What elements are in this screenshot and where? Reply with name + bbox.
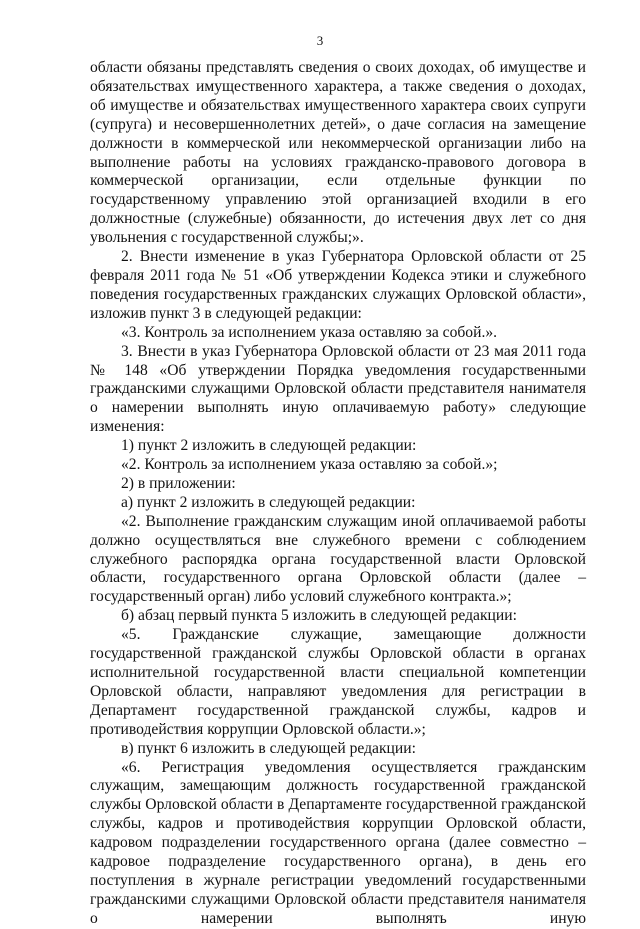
document-body bbox=[90, 59, 586, 929]
paragraph-quote-point-2: «2. Выполнение гражданским служащим иной оплачиваемой работы должно осуществляться вне служебного времени с соблюдением служебного распорядка органа государственной власти Орловской области, государственного органа Орловской области (далее – государственный орган) либо условий служебного контракта.»; bbox=[90, 512, 586, 606]
paragraph-subitem-v: в) пункт 6 изложить в следующей редакции: bbox=[121, 739, 416, 757]
paragraph-subitem-1: 1) пункт 2 изложить в следующей редакции: bbox=[121, 437, 417, 455]
paragraph-quote-point-5: «5. Гражданские служащие, замещающие должности государственной гражданской службы Орловской области в органах исполнительной государственной власти специальной компетенции Орловской области, направляют уведомления для регистрации в Департамент государственной гражданской службы, кадров и противодействия коррупции Орловской области.»; bbox=[90, 626, 586, 738]
paragraph-item-2: 2. Внести изменение в указ Губернатора Орловской области от 25 февраля 2011 года № 51 «Об утверждении Кодекса этики и служебного поведения государственных гражданских служащих Орловской области», изложив пункт 3 в следующей редакции: bbox=[90, 248, 586, 322]
paragraph-item-3: 3. Внести в указ Губернатора Орловской области от 23 мая 2011 года № 148 «Об утверждении Порядка уведомления государственными гражданскими служащими Орловской области представителя нанимателя о намерении выполнять иную оплачиваемую работу» следующие изменения: bbox=[90, 342, 586, 436]
paragraph-quote-2: «2. Контроль за исполнением указа оставляю за собой.»; bbox=[121, 456, 498, 474]
page-number: 3 bbox=[316, 33, 324, 48]
paragraph-subitem-a: а) пункт 2 изложить в следующей редакции: bbox=[121, 493, 416, 511]
paragraph-subitem-b: б) абзац первый пункта 5 изложить в следующей редакции: bbox=[121, 607, 517, 625]
paragraph-quote-point-6: «6. Регистрация уведомления осуществляется гражданским служащим, замещающим должность государственной гражданской службы Орловской области в Департаменте государственной гражданской службы, кадров и противодействия коррупции Орловской области, кадровом подразделении государственного органа (далее совместно – кадровое подразделение государственного органа), в день его поступления в журнале регистрации уведомлений государственными гражданскими служащими Орловской области представителя нанимателя о намерении выполнять иную bbox=[90, 758, 586, 927]
paragraph-quote-3: «3. Контроль за исполнением указа оставляю за собой.». bbox=[121, 323, 498, 341]
paragraph-subitem-2: 2) в приложении: bbox=[121, 474, 236, 492]
paragraph-continuation: области обязаны представлять сведения о своих доходах, об имуществе и обязательствах имущественного характера, а также сведения о доходах, об имуществе и обязательствах имущественного характера своих супруги (супруга) и несовершеннолетних детей», о даче согласия на замещение должности в коммерческой или некоммерческой организации либо на выполнение работы на условиях гражданско-правового договора в коммерческой организации, если отдельные функции по государственному управлению этой организацией входили в его должностные (служебные) обязанности, до истечения двух лет со дня увольнения с государственной службы;». bbox=[90, 59, 586, 247]
